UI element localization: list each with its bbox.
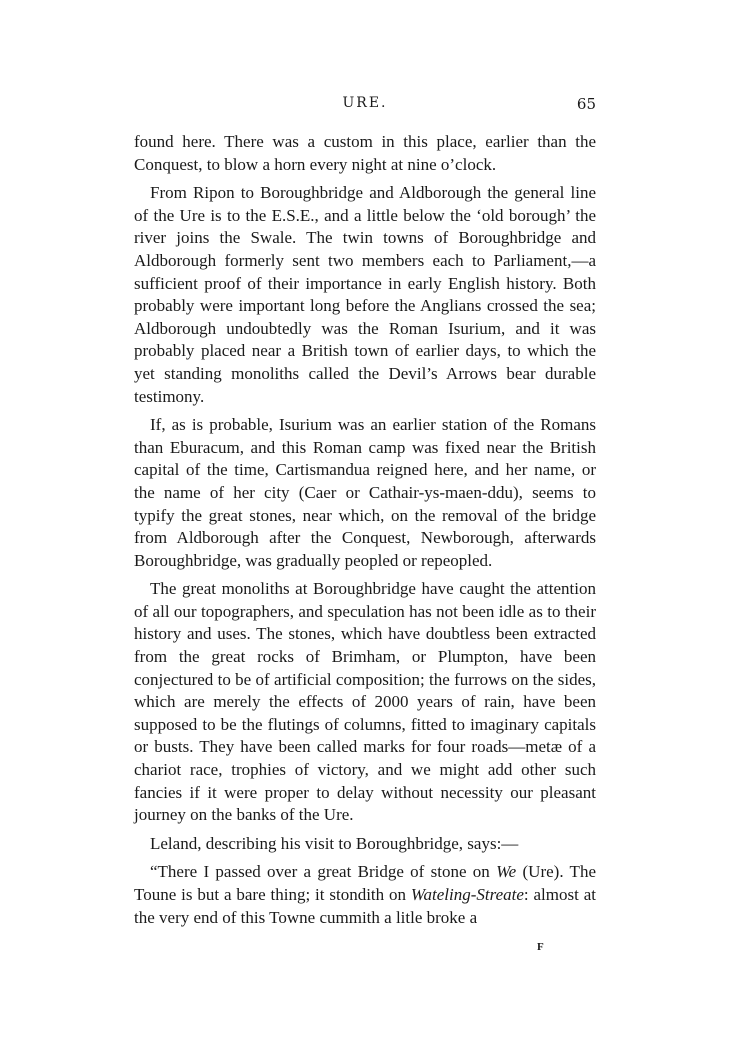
running-head [134,95,596,119]
running-title: URE. [342,95,388,111]
paragraph [134,414,596,572]
body-text [134,131,596,929]
text-segment: found here. There was a custom in this place, earlier than the Conquest, to blow a horn every night at nine o’clock. [134,132,596,174]
italic-text: Wateling-Streate [410,885,524,904]
page-number: 65 [576,95,596,113]
paragraph [134,131,596,176]
paragraph [134,833,596,856]
paragraph [134,861,596,929]
paragraph [134,182,596,408]
signature-mark: F [537,941,544,953]
italic-text: We [496,862,517,882]
paragraph [134,578,596,827]
text-segment: The great monoliths at Boroughbridge have caught the attention of all our topographers, and speculation has not been idle as to their history and uses. The stones, which have doubtless been extracted from the great rocks of Brimham, or Plumpton, have been conjectured to be of artificial composition; the furrows on the sides, which are merely the effects of 2000 years of rain, have been supposed to be the flutings of columns, fitted to imaginary capitals or busts. They have been called marks for four roads—metæ of a chariot race, trophies of victory, and we might add other such fancies if it were proper to delay without necessity our pleasant journey on the banks of the Ure. [134,579,596,825]
text-segment: (Ure). The Toune is but a bare thing; it stondith on [134,862,596,904]
text-segment: From Ripon to Boroughbridge and Aldborough the general line of the Ure is to the E.S.E., and a little below the ‘old borough’ the river joins the Swale. The twin towns of Boroughbridge and Aldborough formerly sent two members each to Parliament,—a sufficient proof of their importance in early English history. Both probably were important long before the Anglians crossed the sea; Aldborough undoubtedly was the Roman Isurium, and it was probably placed near a British town of earlier days, to which the yet standing monoliths called the Devil’s Arrows bear durable testimony. [134,183,596,406]
text-segment: Leland, describing his visit to Boroughbridge, says:— [150,833,519,853]
text-segment: : almost at the very end of this Towne cummith a litle broke a [134,885,596,927]
text-segment: “There I passed over a great Bridge of stone on [150,862,497,882]
text-segment: If, as is probable, Isurium was an earlier station of the Romans than Eburacum, and this Roman camp was fixed near the British capital of the time, Cartismandua reigned here, and her name, or the name of her city (Caer or Cathair-ys-maen-ddu), seems to typify the great stones, near which, on the removal of the bridge from Aldborough after the Conquest, Newborough, afterwards Boroughbridge, was gradually peopled or repeopled. [134,415,596,570]
